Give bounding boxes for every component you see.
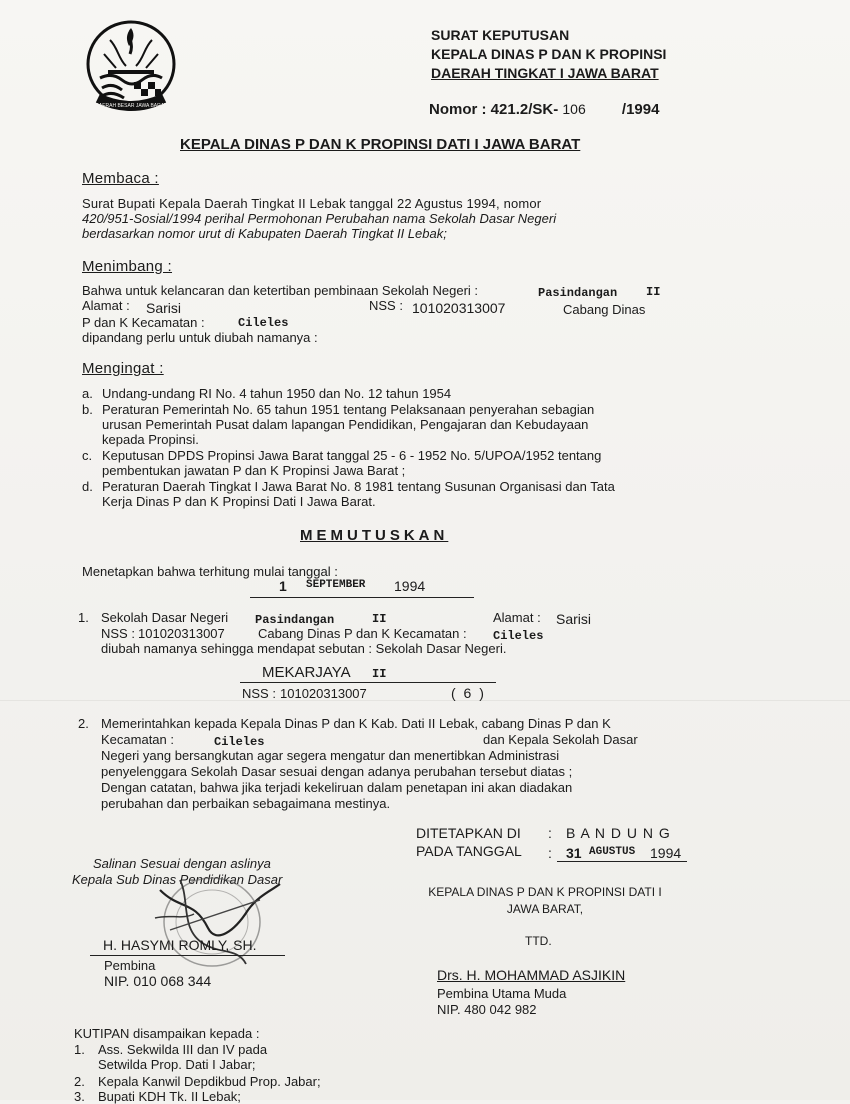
signatory-rank: Pembina Utama Muda <box>437 986 567 1001</box>
membaca-line-2: 420/951-Sosial/1994 perihal Permohonan Perubahan nama Sekolah Dasar Negeri <box>82 211 557 226</box>
start-date-year: 1994 <box>394 578 426 594</box>
pada-tanggal-label: PADA TANGGAL <box>416 843 522 859</box>
header-line-3: DAERAH TINGKAT I JAWA BARAT <box>431 65 659 81</box>
item2-line-2: Kecamatan : Cileles dan Kepala Sekolah Dasar <box>101 732 638 749</box>
menimbang-school-num: II <box>646 285 661 299</box>
nomor-label: Nomor : 421.2/SK- <box>429 101 559 118</box>
menimbang-line-1: Bahwa untuk kelancaran dan ketertiban pembinaan Sekolah Negeri : <box>82 283 479 298</box>
mengingat-item-d: d. Peraturan Daerah Tingkat I Jawa Barat No. 8 1981 tentang Susunan Organisasi dan Tata Kerja Dinas P dan K Propinsi Dati I Jawa Barat. <box>82 479 615 509</box>
kutipan-item-3: 3. Bupati KDH Tk. II Lebak; <box>74 1089 241 1104</box>
item2-line-1: Memerintahkan kepada Kepala Dinas P dan K Kab. Dati II Lebak, cabang Dinas P dan K <box>101 716 611 731</box>
menimbang-kec-label: P dan K Kecamatan : <box>82 315 205 330</box>
kutipan-item-1: 1. Ass. Sekwilda III dan IV pada Setwilda Prop. Dati I Jabar; <box>74 1042 268 1072</box>
signatory-line-1: KEPALA DINAS P DAN K PROPINSI DATI I <box>428 885 662 899</box>
menimbang-alamat-value: Sarisi <box>146 300 182 316</box>
kutipan-item-2: 2. Kepala Kanwil Depdikbud Prop. Jabar; <box>74 1074 321 1089</box>
item2-line-5: Dengan catatan, bahwa jika terjadi kekeliruan dalam penetapan ini akan diadakan <box>101 780 573 795</box>
start-date-day: 1 <box>279 578 287 594</box>
official-stamp <box>150 870 290 985</box>
menimbang-nss-label: NSS : <box>369 298 403 313</box>
header-line-1: SURAT KEPUTUSAN <box>431 27 570 43</box>
memutuskan-heading: MEMUTUSKAN <box>300 527 449 544</box>
header-line-2: KEPALA DINAS P DAN K PROPINSI <box>431 46 667 62</box>
header-block <box>431 26 666 83</box>
new-name-field <box>240 664 496 683</box>
signing-date-field <box>557 841 687 862</box>
kutipan-heading: KUTIPAN disampaikan kepada : <box>74 1026 260 1041</box>
signing-date-day: 31 <box>566 845 582 861</box>
kutipan-list <box>74 1042 321 1104</box>
nomor-year: /1994 <box>621 101 660 118</box>
signatory-line-2: JAWA BARAT, <box>506 902 584 916</box>
paper-crease <box>0 700 850 701</box>
document-title: KEPALA DINAS P DAN K PROPINSI DATI I JAWA BARAT <box>180 136 581 153</box>
menimbang-alamat-label: Alamat : <box>82 298 130 313</box>
menimbang-school: Pasindangan <box>538 286 618 300</box>
mengingat-heading: Mengingat : <box>82 360 164 377</box>
item1-school: Pasindangan <box>255 613 335 627</box>
signatory-name: Drs. H. MOHAMMAD ASJIKIN <box>437 967 626 983</box>
salinan-line-2: Kepala Sub Dinas Pendidikan Dasar <box>72 872 283 887</box>
item1-school-num: II <box>372 612 387 626</box>
mengingat-item-a: a. Undang-undang RI No. 4 tahun 1950 dan No. 12 tahun 1954 <box>82 386 452 401</box>
salinan-nip: NIP. 010 068 344 <box>104 973 212 989</box>
ditetapkan-di-label: DITETAPKAN DI <box>416 825 521 841</box>
menimbang-cabang: Cabang Dinas <box>563 302 646 317</box>
mengingat-item-c: c. Keputusan DPDS Propinsi Jawa Barat tanggal 25 - 6 - 1952 No. 5/UPOA/1952 tentang pembentukan jawatan P dan K Propinsi Jawa Barat ; <box>82 448 602 478</box>
item2-body <box>101 716 638 812</box>
salinan-name: H. HASYMI ROMLY, SH. <box>103 937 257 953</box>
item2-line-4: penyelenggara Sekolah Dasar sesuai dengan adanya perubahan tersebut diatas ; <box>101 764 573 779</box>
signing-date-month: AGUSTUS <box>589 846 636 858</box>
signatory-office <box>420 884 670 918</box>
item1-number: 1. <box>78 610 89 625</box>
item1-nss-value: 101020313007 <box>138 626 225 641</box>
item1-kec-value: Cileles <box>493 629 544 643</box>
nomor-line <box>429 101 659 118</box>
membaca-body <box>82 196 672 241</box>
item2-number: 2. <box>78 716 89 731</box>
signatory-ttd: TTD. <box>525 934 552 948</box>
salinan-rank: Pembina <box>104 958 156 973</box>
menetapkan-line: Menetapkan bahwa terhitung mulai tanggal : <box>82 564 338 579</box>
signatory-nip: NIP. 480 042 982 <box>437 1002 537 1017</box>
item1-alamat-label: Alamat : <box>493 610 541 625</box>
item2-line-3: Negeri yang bersangkutan agar segera mengatur dan menertibkan Administrasi <box>101 748 560 763</box>
svg-text:DAERAH BESAR JAWA BARAT: DAERAH BESAR JAWA BARAT <box>95 103 167 109</box>
salinan-line-1: Salinan Sesuai dengan aslinya <box>93 856 271 871</box>
menimbang-kec-value: Cileles <box>238 316 289 330</box>
salinan-name-field <box>90 937 285 956</box>
mengingat-list <box>82 386 615 509</box>
item1-line-3: diubah namanya sehingga mendapat sebutan : Sekolah Dasar Negeri. <box>101 641 507 656</box>
new-school-name: MEKARJAYA <box>262 664 351 681</box>
membaca-line-1: Surat Bupati Kepala Daerah Tingkat II Lebak tanggal 22 Agustus 1994, nomor <box>82 196 542 211</box>
ditetapkan-di-colon: : <box>548 825 552 841</box>
pada-tanggal-colon: : <box>548 845 552 861</box>
new-nss-label: NSS : <box>242 686 276 701</box>
start-date-field <box>250 577 474 598</box>
provincial-logo <box>82 18 180 116</box>
item1-nss-label: NSS : <box>101 626 135 641</box>
membaca-line-3: berdasarkan nomor urut di Kabupaten Daerah Tingkat II Lebak; <box>82 226 447 241</box>
nomor-value: 106 <box>562 101 586 117</box>
menimbang-nss-value: 101020313007 <box>412 300 506 316</box>
new-school-num: II <box>372 667 387 681</box>
mengingat-item-b: b. Peraturan Pemerintah No. 65 tahun 1951 tentang Pelaksanaan penyerahan sebagian urusan Pemerintah Pusat dalam lapangan Pendidikan, Pengajaran dan Kebudayaan kepada Propinsi. <box>82 402 595 447</box>
new-nss-value: 101020313007 <box>280 686 367 701</box>
menimbang-heading: Menimbang : <box>82 258 173 275</box>
ditetapkan-di-value: B A N D U N G <box>566 825 671 841</box>
item2-line-6: perubahan dan perbaikan sebagaimana mestinya. <box>101 796 391 811</box>
signing-date-year: 1994 <box>650 845 682 861</box>
membaca-heading: Membaca : <box>82 170 159 187</box>
item1-line-1: Sekolah Dasar Negeri <box>101 610 229 625</box>
new-code-paren: ( 6 ) <box>451 685 486 701</box>
item1-cabang: Cabang Dinas P dan K Kecamatan : <box>258 626 467 641</box>
menimbang-line-4: dipandang perlu untuk diubah namanya : <box>82 330 318 345</box>
start-date-month: SEPTEMBER <box>306 579 366 591</box>
item1-alamat-value: Sarisi <box>556 611 592 627</box>
